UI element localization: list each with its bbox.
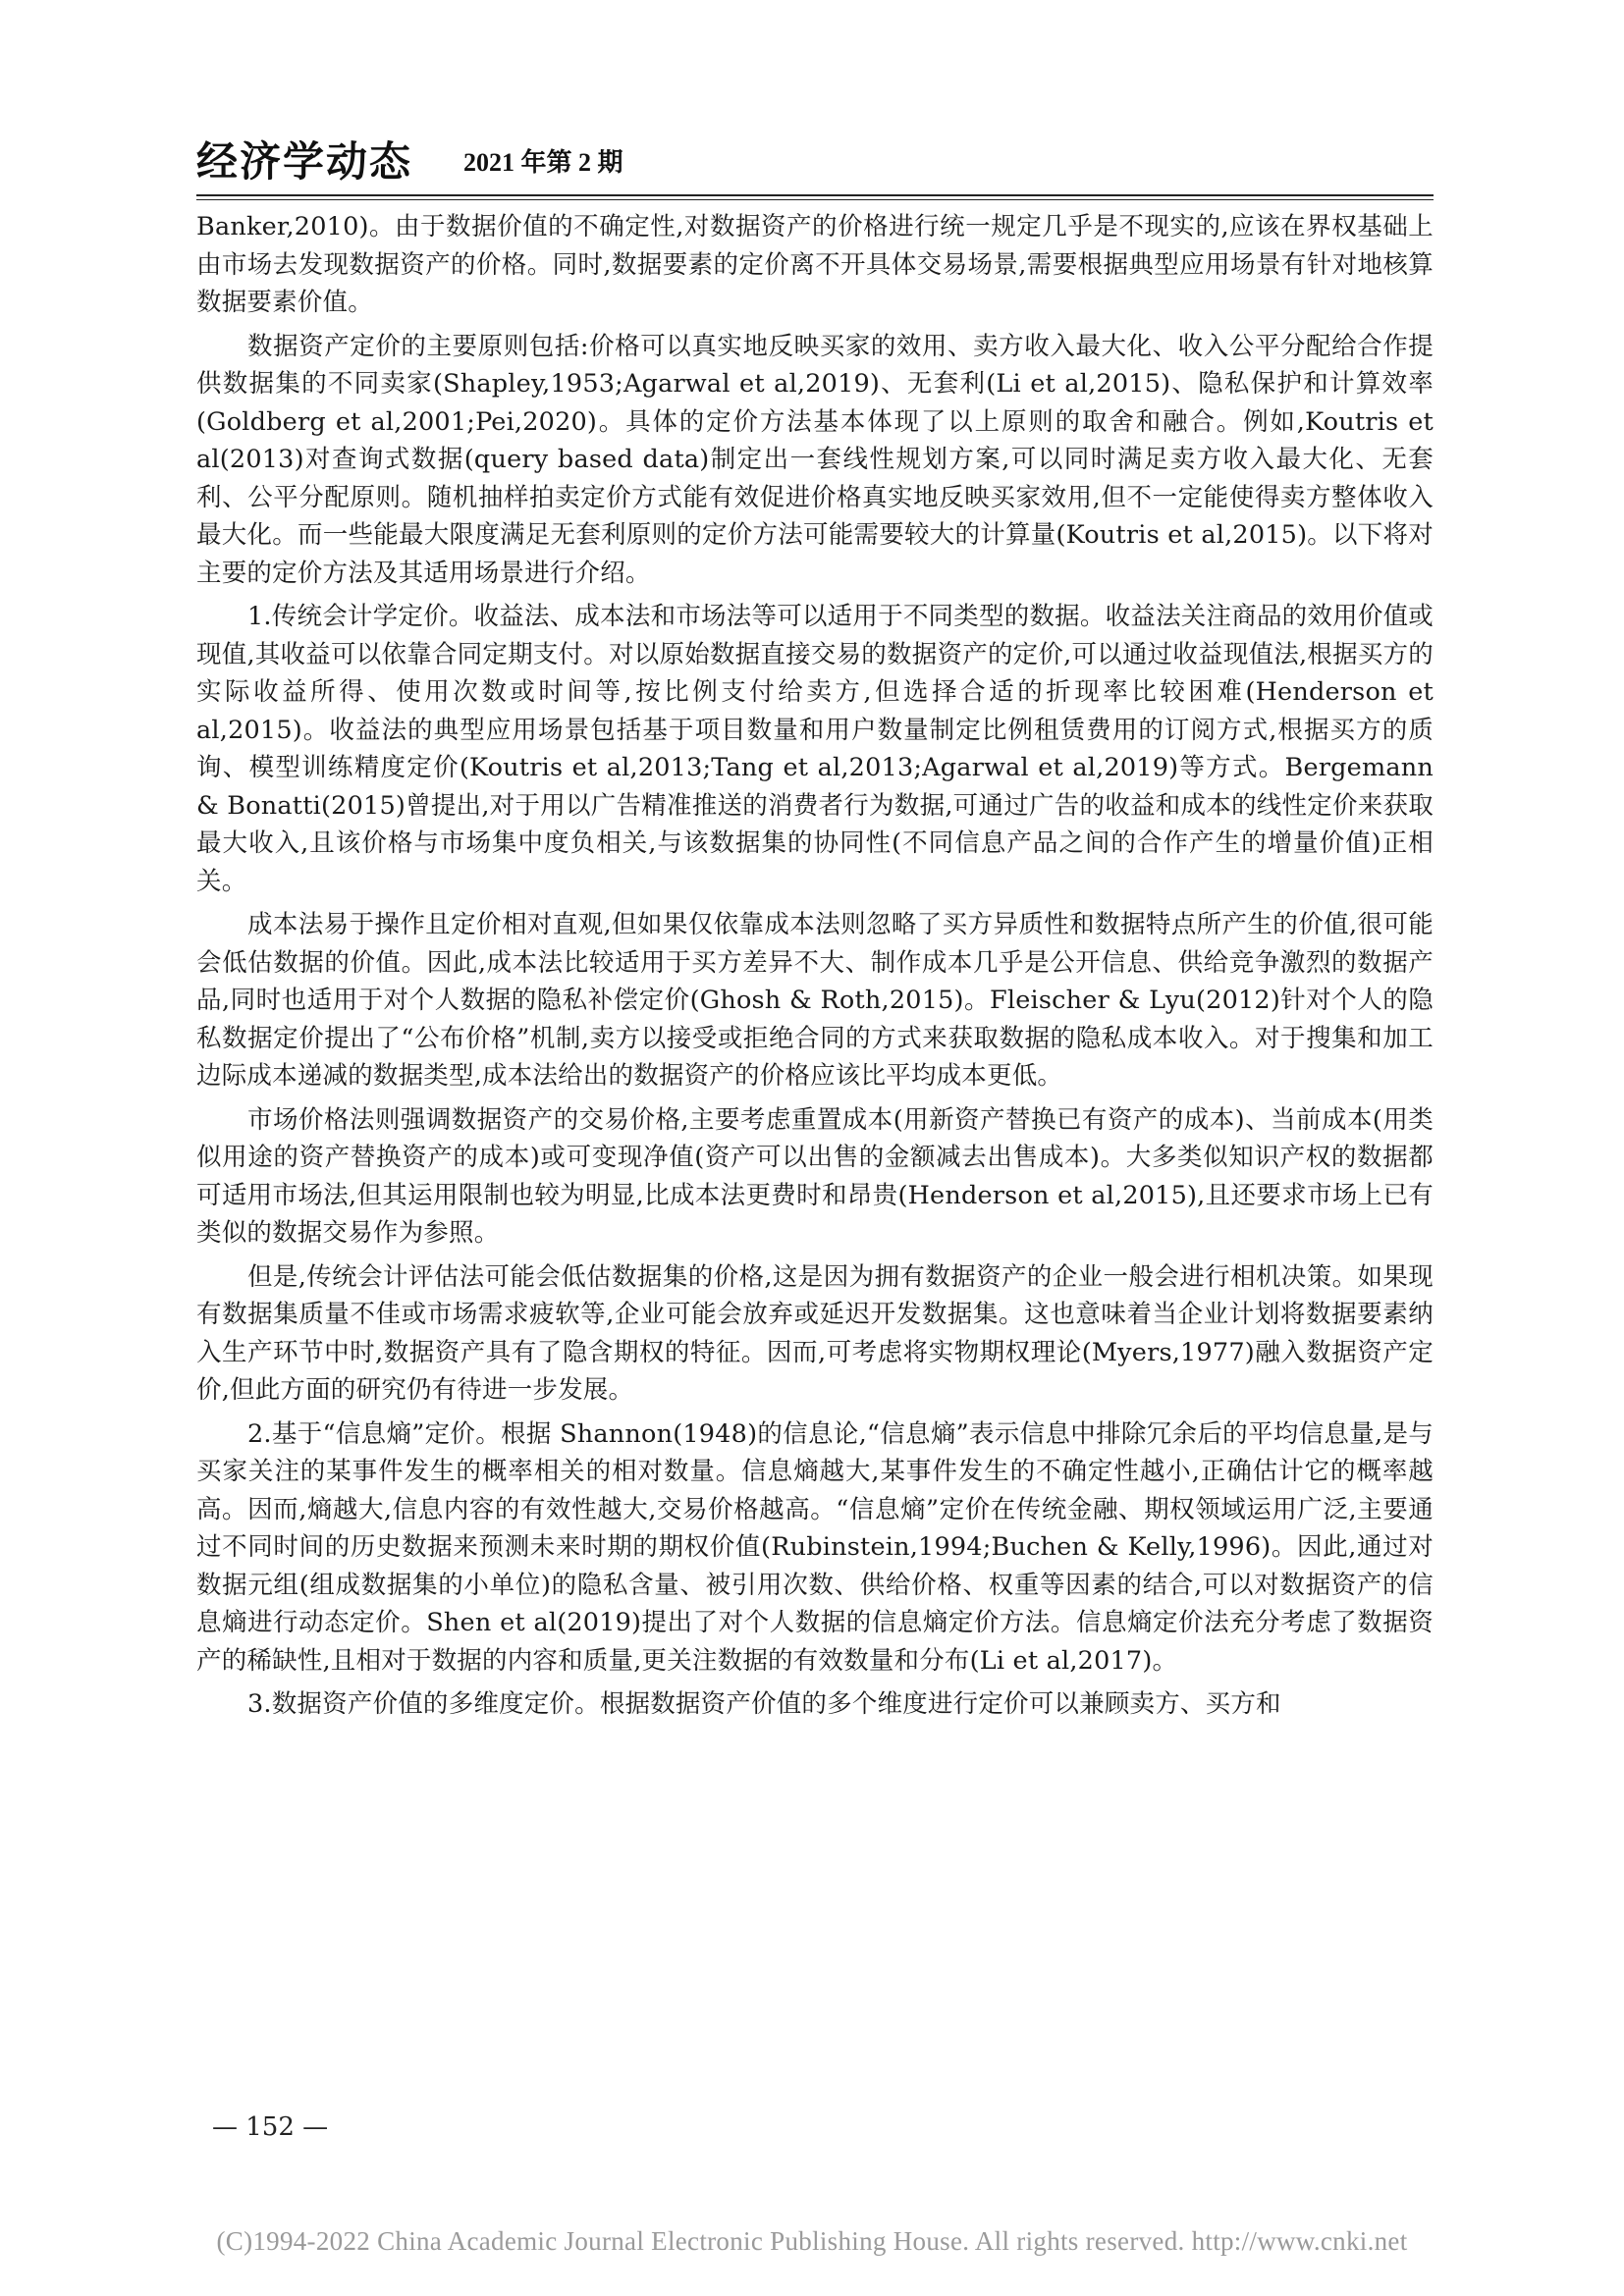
paragraph: 市场价格法则强调数据资产的交易价格,主要考虑重置成本(用新资产替换已有资产的成本)、当前成本(用类似用途的资产替换资产的成本)或可变现净值(资产可以出售的金额减去出售成本)。大多类似知识产权的数据都可适用市场法,但其运用限制也较为明显,比成本法更费时和昂贵(Henderson et al,2015),且还要求市场上已有类似的数据交易作为参照。: [196, 1104, 1434, 1248]
journal-logo: 经济学动态: [196, 137, 413, 186]
copyright-footer: (C)1994-2022 China Academic Journal Electronic Publishing House. All rights reserved. http://www.cnki.net: [216, 2226, 1408, 2256]
paragraph: 成本法易于操作且定价相对直观,但如果仅依靠成本法则忽略了买方异质性和数据特点所产生的价值,很可能会低估数据的价值。因此,成本法比较适用于买方差异不大、制作成本几乎是公开信息、供给竞争激烈的数据产品,同时也适用于对个人数据的隐私补偿定价(Ghosh & Roth,2015)。Fleischer & Lyu(2012)针对个人的隐私数据定价提出了“公布价格”机制,卖方以接受或拒绝合同的方式来获取数据的隐私成本收入。对于搜集和加工边际成本递减的数据类型,成本法给出的数据资产的价格应该比平均成本更低。: [196, 910, 1434, 1091]
header-rule: [196, 194, 1434, 196]
paragraph: 2.基于“信息熵”定价。根据 Shannon(1948)的信息论,“信息熵”表示信息中排除冗余后的平均信息量,是与买家关注的某事件发生的概率相关的相对数量。信息熵越大,某事件发生的不确定性越小,正确估计它的概率越高。因而,熵越大,信息内容的有效性越大,交易价格越高。“信息熵”定价在传统金融、期权领域运用广泛,主要通过不同时间的历史数据来预测未来时期的期权价值(Rubinstein,1994;Buchen & Kelly,1996)。因此,通过对数据元组(组成数据集的小单位)的隐私含量、被引用次数、供给价格、权重等因素的结合,可以对数据资产的信息熵进行动态定价。Shen et al(2019)提出了对个人数据的信息熵定价方法。信息熵定价法充分考虑了数据资产的稀缺性,且相对于数据的内容和质量,更关注数据的有效数量和分布(Li et al,2017)。: [196, 1418, 1434, 1676]
paragraph: 但是,传统会计评估法可能会低估数据集的价格,这是因为拥有数据资产的企业一般会进行相机决策。如果现有数据集质量不佳或市场需求疲软等,企业可能会放弃或延迟开发数据集。这也意味着当企业计划将数据要素纳入生产环节中时,数据资产具有了隐含期权的特征。因而,可考虑将实物期权理论(Myers,1977)融入数据资产定价,但此方面的研究仍有待进一步发展。: [196, 1261, 1434, 1405]
paragraph: 3.数据资产价值的多维度定价。根据数据资产价值的多个维度进行定价可以兼顾卖方、买方和: [247, 1689, 1281, 1719]
page-number: — 152 —: [212, 2112, 329, 2142]
page-header: [196, 137, 1434, 187]
article-body: [196, 208, 1434, 1724]
paragraph: 数据资产定价的主要原则包括:价格可以真实地反映买家的效用、卖方收入最大化、收入公平分配给合作提供数据集的不同卖家(Shapley,1953;Agarwal et al,2019)、无套利(Li et al,2015)、隐私保护和计算效率(Goldberg et al,2001;Pei,2020)。具体的定价方法基本体现了以上原则的取舍和融合。例如,Koutris et al(2013)对查询式数据(query based data)制定出一套线性规划方案,可以同时满足卖方收入最大化、无套利、公平分配原则。随机抽样拍卖定价方式能有效促进价格真实地反映买家效用,但不一定能使得卖方整体收入最大化。而一些能最大限度满足无套利原则的定价方法可能需要较大的计算量(Koutris et al,2015)。以下将对主要的定价方法及其适用场景进行介绍。: [196, 331, 1434, 588]
paragraph: Banker,2010)。由于数据价值的不确定性,对数据资产的价格进行统一规定几乎是不现实的,应该在界权基础上由市场去发现数据资产的价格。同时,数据要素的定价离不开具体交易场景,需要根据典型应用场景有针对地核算数据要素价值。: [196, 212, 1434, 317]
paragraph: 1.传统会计学定价。收益法、成本法和市场法等可以适用于不同类型的数据。收益法关注商品的效用价值或现值,其收益可以依靠合同定期支付。对以原始数据直接交易的数据资产的定价,可以通过收益现值法,根据买方的实际收益所得、使用次数或时间等,按比例支付给卖方,但选择合适的折现率比较困难(Henderson et al,2015)。收益法的典型应用场景包括基于项目数量和用户数量制定比例租赁费用的订阅方式,根据买方的质询、模型训练精度定价(Koutris et al,2013;Tang et al,2013;Agarwal et al,2019)等方式。Bergemann & Bonatti(2015)曾提出,对于用以广告精准推送的消费者行为数据,可通过广告的收益和成本的线性定价来获取最大收入,且该价格与市场集中度负相关,与该数据集的协同性(不同信息产品之间的合作产生的增量价值)正相关。: [196, 602, 1434, 896]
issue-label: 2021 年第 2 期: [463, 148, 623, 177]
header-rule-thin: [196, 199, 1434, 200]
